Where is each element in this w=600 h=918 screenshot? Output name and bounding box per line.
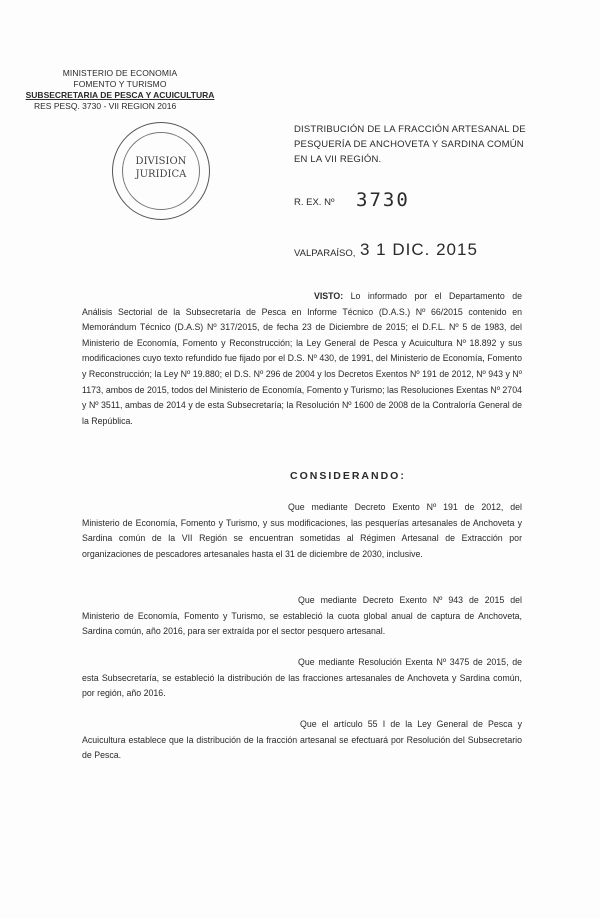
visto-text: Lo informado por el Departamento de Análisis Sectorial de la Subsecretaría de Pesca en Informe Técnico (D.A.S.) Nº 66/2015 contenido en Memorándum Técnico (D.A.S) Nº 317/2015, de fecha 23 de Diciembre de 2015; el D.F.L. Nº 5 de 1983, del Ministerio de Economía, Fomento y Reconstrucción; la Ley General de Pesca y Acuicultura Nº 18.892 y sus modificaciones cuyo texto refundido fue fijado por el D.S. Nº 430, de 1991, del Ministerio de Economía, Fomento y Reconstrucción; la Ley Nº 19.880; el D.S. Nº 296 de 2004 y los Decretos Exentos Nº 191 de 2012, Nº 943 y Nº 1173, ambos de 2015, todos del Ministerio de Economía, Fomento y Turismo; las Resoluciones Exentas Nº 2704 y Nº 3511, ambas de 2014 y de esta Subsecretaría; la Resolución Nº 1600 de 2008 de la Contraloría General de la República. (82, 291, 523, 426)
considerando-paragraph-3 (82, 655, 522, 702)
stamp-line2: JURIDICA (135, 169, 187, 180)
subsecretaria-name: SUBSECRETARIA DE PESCA Y ACUICULTURA (25, 90, 215, 100)
ministry-name-line1: MINISTERIO DE ECONOMIA (62, 68, 178, 78)
division-juridica-stamp (112, 122, 210, 220)
letterhead (20, 68, 220, 112)
considerando-heading: CONSIDERANDO: (290, 470, 406, 482)
stamp-line1: DIVISION (135, 156, 187, 167)
considerando-text-1: Que mediante Decreto Exento Nº 191 de 2012, del Ministerio de Economía, Fomento y Turismo, y sus modificaciones, las pesquerías artesanales de Anchoveta y Sardina común de la VII Región se encuentran sometidas al Régimen Artesanal de Extracción por organizaciones de pescadores artesanales hasta el 31 de diciembre de 2030, inclusive. (82, 502, 522, 559)
considerando-paragraph-2 (82, 593, 522, 640)
ministry-name-line2: FOMENTO Y TURISMO (73, 79, 167, 89)
considerando-text-2: Que mediante Decreto Exento Nº 943 de 2015 del Ministerio de Economía, Fomento y Turismo, se estableció la cuota global anual de captura de Anchoveta, Sardina común, año 2016, para ser extraída por el sector pesquero artesanal. (82, 595, 522, 637)
resolution-label: R. EX. Nº (294, 197, 335, 208)
resolution-number: 3730 (356, 189, 410, 211)
considerando-paragraph-1 (82, 500, 522, 562)
reference-code: RES PESQ. 3730 - VII REGION 2016 (34, 101, 177, 111)
resolution-subject: DISTRIBUCIÓN DE LA FRACCIÓN ARTESANAL DE PESQUERÍA DE ANCHOVETA Y SARDINA COMÚN EN LA VII REGIÓN. (294, 124, 526, 165)
considerando-paragraph-4 (82, 717, 522, 764)
visto-paragraph (82, 289, 522, 429)
visto-label: VISTO: (314, 291, 344, 301)
date-stamp: 3 1 DIC. 2015 (360, 240, 478, 259)
considerando-text-4: Que el artículo 55 I de la Ley General de Pesca y Acuicultura establece que la distribución de la fracción artesanal se efectuará por Resolución del Subsecretario de Pesca. (82, 719, 522, 761)
considerando-text-3: Que mediante Resolución Exenta Nº 3475 de 2015, de esta Subsecretaría, se estableció la distribución de las fracciones artesanales de Anchoveta y Sardina común, por región, año 2016. (82, 657, 522, 699)
place: VALPARAÍSO, (294, 248, 356, 259)
